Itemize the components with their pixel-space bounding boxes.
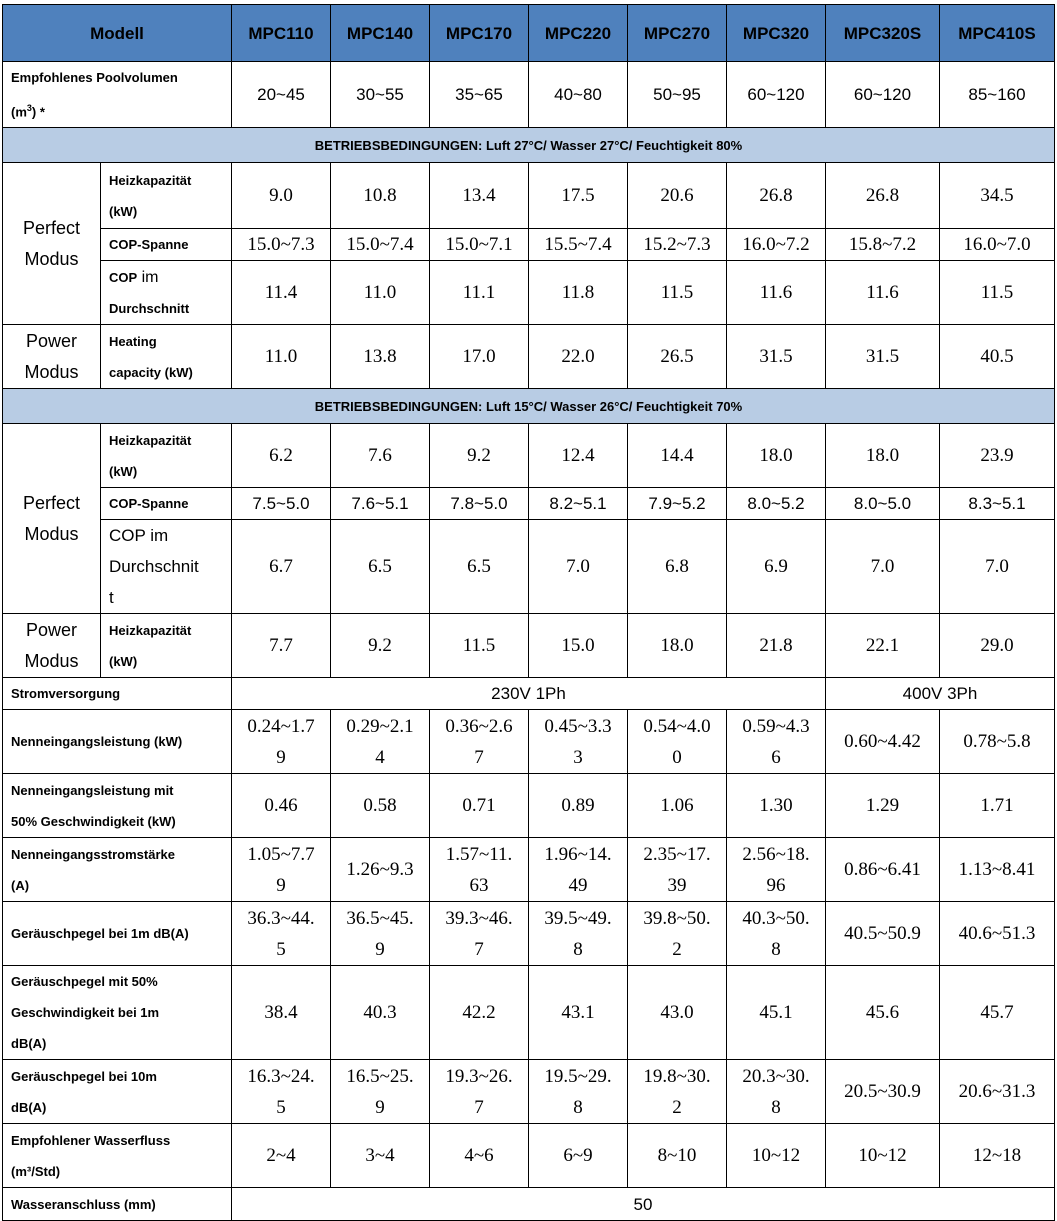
header-model: MPC320S — [826, 5, 940, 62]
s2-heiz-value: 6.2 — [232, 424, 331, 488]
s2-cop-range-label: COP-Spanne — [101, 488, 232, 520]
noise-50-value: 45.7 — [940, 966, 1055, 1060]
s1-cop-range-value: 16.0~7.0 — [940, 229, 1055, 261]
s1-heiz-value: 13.4 — [430, 163, 529, 229]
s2-cop-range-value: 8.2~5.1 — [529, 488, 628, 520]
rated-input-value: 0.78~5.8 — [940, 710, 1055, 774]
water-flow-value: 6~9 — [529, 1124, 628, 1188]
rated-input-value: 0.45~3.3 3 — [529, 710, 628, 774]
rated-input-row — [3, 710, 1055, 774]
pool-volume-value: 35~65 — [430, 62, 529, 128]
rated-current-value: 2.35~17. 39 — [628, 838, 727, 902]
noise-50-row — [3, 966, 1055, 1060]
s1-power-value: 31.5 — [727, 325, 826, 389]
water-flow-row — [3, 1124, 1055, 1188]
noise-50-value: 45.6 — [826, 966, 940, 1060]
water-conn-label: Wasseranschluss (mm) — [3, 1188, 232, 1221]
noise-1m-value: 40.6~51.3 — [940, 902, 1055, 966]
rated-input-50-value: 1.29 — [826, 774, 940, 838]
s2-power-value: 15.0 — [529, 614, 628, 678]
header-model: MPC220 — [529, 5, 628, 62]
rated-current-value: 1.57~11. 63 — [430, 838, 529, 902]
s1-cop-range-row — [3, 229, 1055, 261]
noise-1m-value: 39.5~49. 8 — [529, 902, 628, 966]
noise-10m-label: Geräuschpegel bei 10m dB(A) — [3, 1060, 232, 1124]
rated-input-value: 0.24~1.7 9 — [232, 710, 331, 774]
noise-10m-value: 16.5~25. 9 — [331, 1060, 430, 1124]
s2-power-row — [3, 614, 1055, 678]
rated-current-value: 1.96~14. 49 — [529, 838, 628, 902]
s2-power-value: 18.0 — [628, 614, 727, 678]
s1-cop-range-value: 15.0~7.3 — [232, 229, 331, 261]
s1-power-value: 31.5 — [826, 325, 940, 389]
rated-input-value: 0.54~4.0 0 — [628, 710, 727, 774]
noise-50-value: 42.2 — [430, 966, 529, 1060]
s2-power-value: 29.0 — [940, 614, 1055, 678]
rated-input-50-value: 0.58 — [331, 774, 430, 838]
noise-10m-value: 20.6~31.3 — [940, 1060, 1055, 1124]
s2-power-value: 11.5 — [430, 614, 529, 678]
power-supply-label: Stromversorgung — [3, 678, 232, 710]
s1-power-value: 40.5 — [940, 325, 1055, 389]
rated-input-value: 0.36~2.6 7 — [430, 710, 529, 774]
rated-current-value: 1.05~7.7 9 — [232, 838, 331, 902]
header-model: MPC270 — [628, 5, 727, 62]
s2-cop-avg-label: COP im Durchschnit t — [101, 520, 232, 614]
s1-cop-avg-value: 11.0 — [331, 261, 430, 325]
s2-cop-range-value: 7.9~5.2 — [628, 488, 727, 520]
s2-perfect-mode-label: Perfect Modus — [3, 424, 101, 614]
s2-cop-range-value: 7.5~5.0 — [232, 488, 331, 520]
s1-heiz-label: Heizkapazität (kW) — [101, 163, 232, 229]
s1-perfect-mode-label: Perfect Modus — [3, 163, 101, 325]
pool-volume-value: 40~80 — [529, 62, 628, 128]
rated-input-50-row — [3, 774, 1055, 838]
s2-heiz-value: 7.6 — [331, 424, 430, 488]
s2-cop-avg-value: 6.7 — [232, 520, 331, 614]
s1-power-value: 13.8 — [331, 325, 430, 389]
pool-volume-value: 30~55 — [331, 62, 430, 128]
noise-50-label: Geräuschpegel mit 50% Geschwindigkeit bei 1m dB(A) — [3, 966, 232, 1060]
s2-power-mode-label: Power Modus — [3, 614, 101, 678]
rated-input-50-value: 0.89 — [529, 774, 628, 838]
noise-10m-value: 19.5~29. 8 — [529, 1060, 628, 1124]
s1-heiz-value: 26.8 — [826, 163, 940, 229]
rated-input-50-value: 0.71 — [430, 774, 529, 838]
s1-cop-range-label: COP-Spanne — [101, 229, 232, 261]
s1-cop-avg-value: 11.6 — [727, 261, 826, 325]
s2-power-value: 9.2 — [331, 614, 430, 678]
rated-input-50-value: 0.46 — [232, 774, 331, 838]
s1-power-value: 11.0 — [232, 325, 331, 389]
rated-current-label: Nenneingangsstromstärke (A) — [3, 838, 232, 902]
water-flow-value: 4~6 — [430, 1124, 529, 1188]
header-model: MPC170 — [430, 5, 529, 62]
rated-current-value: 1.26~9.3 — [331, 838, 430, 902]
pool-volume-value: 60~120 — [826, 62, 940, 128]
s1-heiz-value: 20.6 — [628, 163, 727, 229]
s2-heiz-label: Heizkapazität (kW) — [101, 424, 232, 488]
noise-10m-value: 20.3~30. 8 — [727, 1060, 826, 1124]
rated-input-value: 0.59~4.3 6 — [727, 710, 826, 774]
s2-cop-range-value: 7.6~5.1 — [331, 488, 430, 520]
water-flow-value: 3~4 — [331, 1124, 430, 1188]
s2-cop-avg-value: 7.0 — [940, 520, 1055, 614]
s1-power-value: 26.5 — [628, 325, 727, 389]
noise-10m-value: 19.8~30. 2 — [628, 1060, 727, 1124]
s1-cop-avg-value: 11.6 — [826, 261, 940, 325]
noise-50-value: 43.0 — [628, 966, 727, 1060]
water-flow-value: 2~4 — [232, 1124, 331, 1188]
rated-input-50-value: 1.71 — [940, 774, 1055, 838]
s1-power-value: 17.0 — [430, 325, 529, 389]
header-row — [3, 5, 1055, 62]
s2-power-value: 22.1 — [826, 614, 940, 678]
water-flow-label: Empfohlener Wasserfluss (m³/Std) — [3, 1124, 232, 1188]
s2-heiz-value: 14.4 — [628, 424, 727, 488]
s2-heiz-value: 18.0 — [727, 424, 826, 488]
header-model: MPC320 — [727, 5, 826, 62]
condition-2-text: BETRIEBSBEDINGUNGEN: Luft 15°C/ Wasser 26°C/ Feuchtigkeit 70% — [3, 389, 1055, 424]
power-supply-400v: 400V 3Ph — [826, 678, 1055, 710]
s2-cop-avg-value: 7.0 — [826, 520, 940, 614]
s2-power-value: 21.8 — [727, 614, 826, 678]
power-supply-230v: 230V 1Ph — [232, 678, 826, 710]
s1-cop-avg-label: COP im Durchschnitt — [101, 261, 232, 325]
s1-cop-avg-value: 11.4 — [232, 261, 331, 325]
rated-input-value: 0.60~4.42 — [826, 710, 940, 774]
s1-cop-avg-value: 11.5 — [940, 261, 1055, 325]
water-flow-value: 10~12 — [727, 1124, 826, 1188]
s2-cop-avg-value: 6.5 — [430, 520, 529, 614]
s2-cop-avg-value: 6.5 — [331, 520, 430, 614]
s1-cop-range-value: 15.2~7.3 — [628, 229, 727, 261]
rated-current-value: 1.13~8.41 — [940, 838, 1055, 902]
noise-10m-value: 19.3~26. 7 — [430, 1060, 529, 1124]
s1-cop-range-value: 15.0~7.4 — [331, 229, 430, 261]
noise-50-value: 38.4 — [232, 966, 331, 1060]
condition-row-2 — [3, 389, 1055, 424]
s2-heiz-value: 18.0 — [826, 424, 940, 488]
s1-heiz-row — [3, 163, 1055, 229]
water-flow-value: 12~18 — [940, 1124, 1055, 1188]
noise-1m-label: Geräuschpegel bei 1m dB(A) — [3, 902, 232, 966]
s2-cop-avg-value: 6.8 — [628, 520, 727, 614]
noise-50-value: 45.1 — [727, 966, 826, 1060]
noise-1m-value: 40.3~50. 8 — [727, 902, 826, 966]
header-modell: Modell — [3, 5, 232, 62]
pool-volume-value: 20~45 — [232, 62, 331, 128]
s2-heiz-row — [3, 424, 1055, 488]
rated-input-label: Nenneingangsleistung (kW) — [3, 710, 232, 774]
pool-volume-value: 50~95 — [628, 62, 727, 128]
water-flow-value: 10~12 — [826, 1124, 940, 1188]
noise-50-value: 43.1 — [529, 966, 628, 1060]
s1-cop-avg-value: 11.5 — [628, 261, 727, 325]
s1-cop-avg-value: 11.1 — [430, 261, 529, 325]
noise-1m-row — [3, 902, 1055, 966]
s1-cop-avg-row — [3, 261, 1055, 325]
pool-volume-value: 85~160 — [940, 62, 1055, 128]
s1-heiz-value: 10.8 — [331, 163, 430, 229]
rated-current-row — [3, 838, 1055, 902]
pool-volume-row — [3, 62, 1055, 128]
s2-cop-avg-value: 7.0 — [529, 520, 628, 614]
condition-row-1 — [3, 128, 1055, 163]
s1-cop-range-value: 15.8~7.2 — [826, 229, 940, 261]
water-flow-value: 8~10 — [628, 1124, 727, 1188]
s1-heiz-value: 26.8 — [727, 163, 826, 229]
condition-1-text: BETRIEBSBEDINGUNGEN: Luft 27°C/ Wasser 27°C/ Feuchtigkeit 80% — [3, 128, 1055, 163]
header-model: MPC140 — [331, 5, 430, 62]
s1-cop-range-value: 15.0~7.1 — [430, 229, 529, 261]
water-conn-value: 50 — [232, 1188, 1055, 1221]
rated-input-50-value: 1.06 — [628, 774, 727, 838]
spec-table — [2, 4, 1055, 1221]
pool-volume-value: 60~120 — [727, 62, 826, 128]
s1-heiz-value: 34.5 — [940, 163, 1055, 229]
s2-cop-range-value: 7.8~5.0 — [430, 488, 529, 520]
rated-input-50-label: Nenneingangsleistung mit 50% Geschwindigkeit (kW) — [3, 774, 232, 838]
s2-cop-range-row — [3, 488, 1055, 520]
header-model: MPC410S — [940, 5, 1055, 62]
rated-input-value: 0.29~2.1 4 — [331, 710, 430, 774]
s1-power-cap-label: Heating capacity (kW) — [101, 325, 232, 389]
noise-10m-row — [3, 1060, 1055, 1124]
noise-10m-value: 20.5~30.9 — [826, 1060, 940, 1124]
noise-1m-value: 36.5~45. 9 — [331, 902, 430, 966]
s1-power-row — [3, 325, 1055, 389]
noise-1m-value: 39.3~46. 7 — [430, 902, 529, 966]
s2-cop-range-value: 8.0~5.0 — [826, 488, 940, 520]
rated-current-value: 0.86~6.41 — [826, 838, 940, 902]
noise-10m-value: 16.3~24. 5 — [232, 1060, 331, 1124]
rated-input-50-value: 1.30 — [727, 774, 826, 838]
s2-cop-avg-row — [3, 520, 1055, 614]
power-supply-row — [3, 678, 1055, 710]
header-model: MPC110 — [232, 5, 331, 62]
s2-heiz-value: 12.4 — [529, 424, 628, 488]
s2-cop-range-value: 8.0~5.2 — [727, 488, 826, 520]
s2-cop-range-value: 8.3~5.1 — [940, 488, 1055, 520]
s1-heiz-value: 17.5 — [529, 163, 628, 229]
noise-1m-value: 39.8~50. 2 — [628, 902, 727, 966]
water-conn-row — [3, 1188, 1055, 1221]
s1-cop-avg-value: 11.8 — [529, 261, 628, 325]
s2-heiz-value: 23.9 — [940, 424, 1055, 488]
pool-volume-label: Empfohlenes Poolvolumen $(m^3)$ * — [3, 62, 232, 128]
s1-cop-range-value: 15.5~7.4 — [529, 229, 628, 261]
noise-50-value: 40.3 — [331, 966, 430, 1060]
s1-power-mode-label: Power Modus — [3, 325, 101, 389]
noise-1m-value: 36.3~44. 5 — [232, 902, 331, 966]
s1-power-value: 22.0 — [529, 325, 628, 389]
s1-cop-range-value: 16.0~7.2 — [727, 229, 826, 261]
s2-cop-avg-value: 6.9 — [727, 520, 826, 614]
s2-power-cap-label: Heizkapazität (kW) — [101, 614, 232, 678]
s1-heiz-value: 9.0 — [232, 163, 331, 229]
noise-1m-value: 40.5~50.9 — [826, 902, 940, 966]
s2-heiz-value: 9.2 — [430, 424, 529, 488]
rated-current-value: 2.56~18. 96 — [727, 838, 826, 902]
s2-power-value: 7.7 — [232, 614, 331, 678]
